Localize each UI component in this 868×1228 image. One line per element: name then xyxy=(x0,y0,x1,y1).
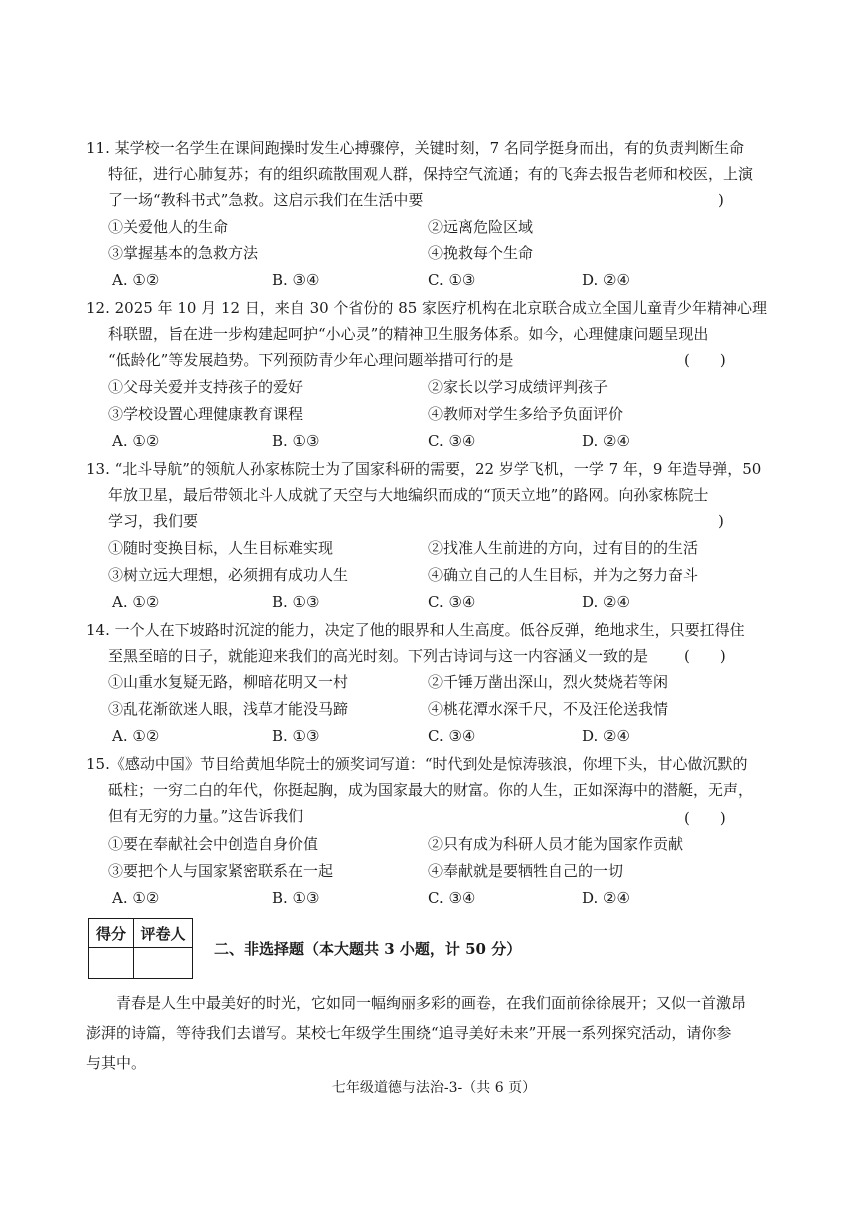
question-11-item-4: ④挽救每个生命 xyxy=(428,244,534,262)
question-14-choice-a: A. ①② xyxy=(112,727,160,745)
question-13-choice-b: B. ①③ xyxy=(272,593,320,611)
question-11-item-3: ③掌握基本的急救方法 xyxy=(108,244,259,262)
question-12-item-2: ②家长以学习成绩评判孩子 xyxy=(428,378,609,396)
question-15-choice-a: A. ①② xyxy=(112,889,160,907)
question-15-line-3: 但有无穷的力量。”这告诉我们 xyxy=(108,807,304,825)
question-12-choice-c: C. ③④ xyxy=(428,432,476,450)
question-14-item-2: ②千锤万凿出深山，烈火焚烧若等闲 xyxy=(428,673,669,691)
intro-paragraph: 青春是人生中最美好的时光，它如同一幅绚丽多彩的画卷，在我们面前徐徐展开；又似一首激昂澎湃的诗篇，等待我们去谱写。某校七年级学生围绕“追寻美好未来”开展一系列探究活动，请你参与其中。 xyxy=(86,994,747,1072)
question-12-item-3: ③学校设置心理健康教育课程 xyxy=(108,405,304,423)
section-title: 二、非选择题（本大题共 3 小题，计 50 分） xyxy=(214,940,522,958)
question-15-line-1: 15.《感动中国》节目给黄旭华院士的颁奖词写道：“时代到处是惊涛骇浪，你埋下头，甘心做沉默的 xyxy=(86,755,748,773)
question-15-item-2: ②只有成为科研人员才能为国家作贡献 xyxy=(428,835,684,853)
question-11-choice-b: B. ③④ xyxy=(272,271,320,289)
question-12-choice-a: A. ①② xyxy=(112,432,160,450)
question-13-line-3: 学习，我们要 xyxy=(108,512,199,530)
question-15-item-4: ④奉献就是要牺牲自己的一切 xyxy=(428,862,624,880)
question-11-item-1: ①关爱他人的生命 xyxy=(108,218,229,236)
question-14-item-3: ③乱花渐欲迷人眼，浅草才能没马蹄 xyxy=(108,700,349,718)
page-footer: 七年级道德与法治-3-（共 6 页） xyxy=(331,1080,537,1096)
question-14-choice-c: C. ③④ xyxy=(428,727,476,745)
grader-cell[interactable] xyxy=(134,948,193,979)
question-11-line-3: 了一场“教科书式”急救。这启示我们在生活中要 xyxy=(108,191,424,209)
question-13-choice-c: C. ③④ xyxy=(428,593,476,611)
question-11-line-2: 特征，进行心肺复苏；有的组织疏散围观人群，保持空气流通；有的飞奔去报告老师和校医，上演 xyxy=(108,165,754,183)
question-15-answer-paren: ( ) xyxy=(684,809,726,827)
question-12-choice-d: D. ②④ xyxy=(582,432,630,450)
question-11-choice-c: C. ①③ xyxy=(428,271,476,289)
question-15-choice-b: B. ①③ xyxy=(272,889,320,907)
score-header: 得分 xyxy=(89,919,134,948)
question-14-item-4: ④桃花潭水深千尺，不及汪伦送我情 xyxy=(428,700,669,718)
question-12-line-2: 科联盟，旨在进一步构建起呵护“小心灵”的精神卫生服务体系。如今，心理健康问题呈现出 xyxy=(108,325,709,343)
question-12-line-1: 12. 2025 年 10 月 12 日，来自 30 个省份的 85 家医疗机构在北京联合成立全国儿童青少年精神心理 xyxy=(86,299,768,317)
question-14-line-1: 14. 一个人在下坡路时沉淀的能力，决定了他的眼界和人生高度。低谷反弹，绝地求生，只要扛得住 xyxy=(86,621,745,639)
question-15-choice-d: D. ②④ xyxy=(582,889,630,907)
question-13-choice-d: D. ②④ xyxy=(582,593,630,611)
question-14-item-1: ①山重水复疑无路，柳暗花明又一村 xyxy=(108,673,349,691)
question-13-line-2: 年放卫星，最后带领北斗人成就了天空与大地编织而成的“顶天立地”的路网。向孙家栋院士 xyxy=(108,486,709,504)
question-13-item-2: ②找准人生前进的方向，过有目的的生活 xyxy=(428,539,699,557)
question-11-choice-d: D. ②④ xyxy=(582,271,630,289)
question-11-item-2: ②远离危险区域 xyxy=(428,218,534,236)
question-12-answer-paren: ( ) xyxy=(684,351,726,369)
question-14-line-2: 至黑至暗的日子，就能迎来我们的高光时刻。下列古诗词与这一内容涵义一致的是 xyxy=(108,647,649,665)
question-12-item-1: ①父母关爱并支持孩子的爱好 xyxy=(108,378,304,396)
question-13-item-3: ③树立远大理想，必须拥有成功人生 xyxy=(108,566,349,584)
question-15-line-2: 砥柱；一穷二白的年代，你挺起胸，成为国家最大的财富。你的人生，正如深海中的潜艇，无声， xyxy=(108,781,754,799)
question-15-choice-c: C. ③④ xyxy=(428,889,476,907)
question-11-answer-paren: ) xyxy=(718,191,724,209)
question-11-choice-a: A. ①② xyxy=(112,271,160,289)
score-cell[interactable] xyxy=(89,948,134,979)
question-12-choice-b: B. ①③ xyxy=(272,432,320,450)
question-13-choice-a: A. ①② xyxy=(112,593,160,611)
question-14-choice-b: B. ①③ xyxy=(272,727,320,745)
grader-header: 评卷人 xyxy=(134,919,193,948)
question-15-item-3: ③要把个人与国家紧密联系在一起 xyxy=(108,862,334,880)
question-14-choice-d: D. ②④ xyxy=(582,727,630,745)
question-15-item-1: ①要在奉献社会中创造自身价值 xyxy=(108,835,319,853)
question-13-line-1: 13. “北斗导航”的领航人孙家栋院士为了国家科研的需要，22 岁学飞机，一学 7 年，9 年造导弹，50 xyxy=(86,460,762,478)
question-13-item-1: ①随时变换目标，人生目标难实现 xyxy=(108,539,334,557)
question-12-line-3: “低龄化”等发展趋势。下列预防青少年心理问题举措可行的是 xyxy=(108,351,514,369)
question-14-answer-paren: ( ) xyxy=(684,647,726,665)
question-13-item-4: ④确立自己的人生目标，并为之努力奋斗 xyxy=(428,566,699,584)
question-12-item-4: ④教师对学生多给予负面评价 xyxy=(428,405,624,423)
score-box xyxy=(88,918,193,979)
question-13-answer-paren: ) xyxy=(718,512,724,530)
question-11-line-1: 11. 某学校一名学生在课间跑操时发生心搏骤停，关键时刻，7 名同学挺身而出，有的负责判断生命 xyxy=(86,139,744,157)
